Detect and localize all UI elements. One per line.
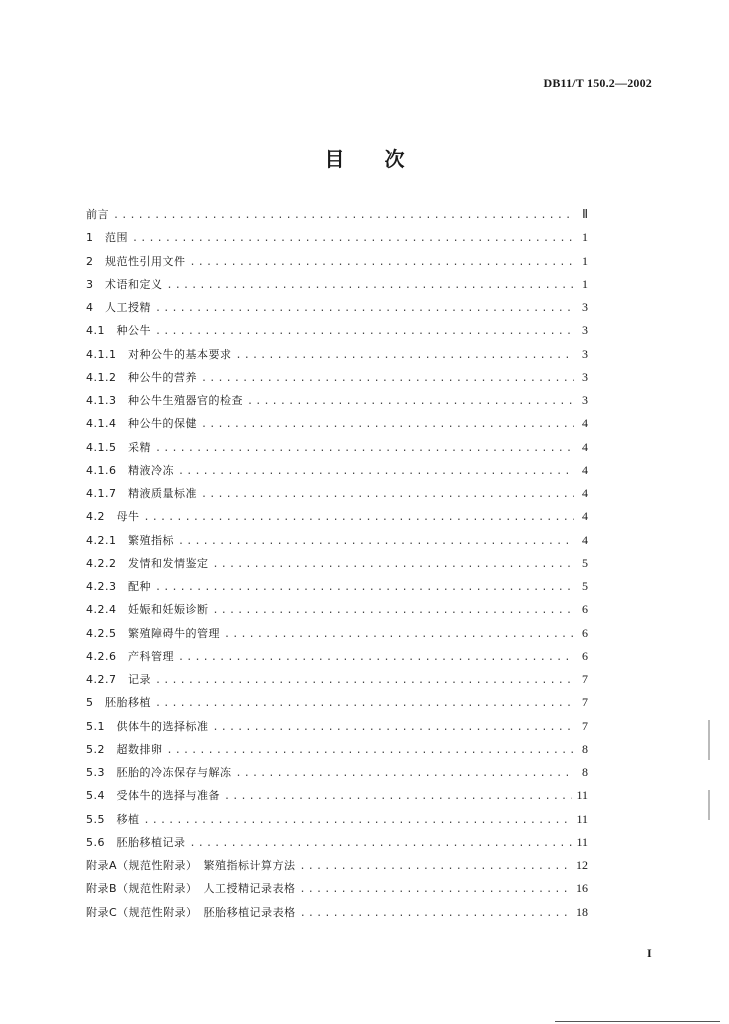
toc-leader-dots xyxy=(224,623,574,646)
toc-leader-dots xyxy=(178,646,574,669)
toc-leader-dots xyxy=(190,832,573,855)
toc-entry[interactable] xyxy=(86,691,588,714)
toc-entry-page: 4 xyxy=(582,462,588,477)
standard-code: DB11/T 150.2—2002 xyxy=(543,76,652,90)
toc-entry-label: 5 胚胎移植 xyxy=(86,696,151,710)
toc-entry-page: 3 xyxy=(582,393,588,407)
toc-entry-label: 4.2.7 记录 xyxy=(86,673,151,686)
toc-entry-label: 4.2.2 发情和发情鉴定 xyxy=(86,556,209,570)
toc-entry-page: 3 xyxy=(582,369,588,384)
toc-leader-dots xyxy=(167,274,575,297)
toc-entry[interactable] xyxy=(86,808,588,831)
toc-entry[interactable] xyxy=(86,366,588,389)
toc-leader-dots xyxy=(236,344,575,367)
toc-entry[interactable] xyxy=(86,645,588,668)
toc-entry-page: 6 xyxy=(582,648,588,663)
toc-entry-label: 附录A（规范性附录） 繁殖指标计算方法 xyxy=(86,859,296,872)
toc-entry-page: 6 xyxy=(582,602,588,617)
toc-leader-dots xyxy=(201,413,574,436)
toc-leader-dots xyxy=(247,390,574,413)
toc-entry-page: 4 xyxy=(582,532,588,547)
toc-entry[interactable] xyxy=(86,343,588,366)
toc-entry-page: 5 xyxy=(582,555,588,570)
toc-leader-dots xyxy=(213,716,575,739)
toc-entry-label: 5.4 受体牛的选择与准备 xyxy=(86,789,220,803)
toc-leader-dots xyxy=(201,367,574,390)
toc-entry[interactable] xyxy=(86,250,588,273)
toc-entry[interactable] xyxy=(86,854,588,877)
toc-leader-dots xyxy=(201,483,574,506)
toc-entry[interactable] xyxy=(86,877,588,900)
toc-entry-label: 4.2.5 繁殖障碍牛的管理 xyxy=(86,626,220,640)
page-number: I xyxy=(647,946,652,960)
toc-entry-page: 1 xyxy=(582,253,588,268)
toc-leader-dots xyxy=(300,855,572,878)
toc-entry[interactable] xyxy=(86,529,588,552)
bottom-divider xyxy=(555,1021,720,1022)
toc-entry-label: 4.2 母牛 xyxy=(86,510,140,524)
toc-leader-dots xyxy=(155,692,574,715)
toc-entry[interactable] xyxy=(86,319,588,342)
toc-entry-label: 4.1.7 精液质量标准 xyxy=(86,487,197,500)
toc-entry[interactable] xyxy=(86,226,588,249)
toc-entry[interactable] xyxy=(86,738,588,761)
toc-entry[interactable] xyxy=(86,598,588,621)
toc-entry-label: 4.2.6 产科管理 xyxy=(86,649,174,663)
toc-entry-page: 4 xyxy=(582,509,588,524)
toc-entry-page: 7 xyxy=(582,718,588,733)
toc-leader-dots xyxy=(213,553,575,576)
toc-entry-page: 8 xyxy=(582,741,588,756)
scan-edge-mark xyxy=(708,720,710,760)
toc-leader-dots xyxy=(300,902,572,925)
toc-entry-label: 4.1.2 种公牛的营养 xyxy=(86,370,197,384)
toc-entry-page: 7 xyxy=(582,672,588,686)
toc-entry-page: 16 xyxy=(576,881,588,896)
toc-leader-dots xyxy=(190,251,575,274)
toc-entry[interactable] xyxy=(86,831,588,854)
toc-entry-label: 5.6 胚胎移植记录 xyxy=(86,835,186,849)
toc-entry-label: 3 术语和定义 xyxy=(86,277,163,291)
page-title: 目次 xyxy=(324,147,445,171)
toc-entry[interactable] xyxy=(86,668,588,691)
toc-entry-label: 5.2 超数排卵 xyxy=(86,742,163,756)
toc-entry-page: 18 xyxy=(576,904,588,919)
toc-entry[interactable] xyxy=(86,436,588,459)
toc-entry-label: 附录B（规范性附录） 人工授精记录表格 xyxy=(86,882,296,896)
toc-entry-label: 5.5 移植 xyxy=(86,812,140,826)
toc-entry[interactable] xyxy=(86,203,588,226)
toc-entry[interactable] xyxy=(86,389,588,412)
toc-leader-dots xyxy=(155,437,574,460)
toc-entry[interactable] xyxy=(86,784,588,807)
table-of-contents xyxy=(86,203,588,924)
toc-leader-dots xyxy=(155,297,574,320)
toc-entry-page: 4 xyxy=(582,439,588,454)
toc-leader-dots xyxy=(132,227,574,250)
toc-entry[interactable] xyxy=(86,622,588,645)
toc-leader-dots xyxy=(236,762,575,785)
toc-leader-dots xyxy=(155,669,574,692)
toc-entry-page: 3 xyxy=(582,323,588,338)
toc-entry-label: 4 人工授精 xyxy=(86,301,151,314)
toc-entry-label: 4.2.1 繁殖指标 xyxy=(86,533,174,547)
toc-entry-label: 5.1 供体牛的选择标准 xyxy=(86,719,209,733)
toc-entry-label: 附录C（规范性附录） 胚胎移植记录表格 xyxy=(86,905,296,919)
toc-entry-page: 11 xyxy=(576,811,588,826)
toc-entry-label: 1 范围 xyxy=(86,231,128,245)
toc-entry-label: 4.1 种公牛 xyxy=(86,324,151,338)
toc-entry-label: 前言 xyxy=(86,208,109,221)
toc-entry-label: 5.3 胚胎的冷冻保存与解冻 xyxy=(86,766,232,779)
toc-leader-dots xyxy=(144,506,575,529)
toc-entry[interactable] xyxy=(86,296,588,319)
toc-entry-label: 4.1.6 精液冷冻 xyxy=(86,463,174,477)
toc-leader-dots xyxy=(155,576,574,599)
toc-leader-dots xyxy=(224,785,572,808)
toc-entry[interactable] xyxy=(86,901,588,924)
toc-entry[interactable] xyxy=(86,459,588,482)
toc-leader-dots xyxy=(178,460,574,483)
toc-leader-dots xyxy=(155,320,574,343)
toc-leader-dots xyxy=(144,809,573,832)
toc-entry-page: 12 xyxy=(576,858,588,872)
toc-entry-page: 8 xyxy=(582,765,588,779)
toc-entry-page: 1 xyxy=(582,276,588,291)
toc-leader-dots xyxy=(113,204,574,227)
toc-entry-label: 4.1.4 种公牛的保健 xyxy=(86,417,197,431)
scan-edge-mark xyxy=(708,790,710,820)
toc-entry-page: 1 xyxy=(582,230,588,245)
toc-entry-page: 3 xyxy=(582,300,588,314)
toc-leader-dots xyxy=(300,878,572,901)
toc-entry-label: 2 规范性引用文件 xyxy=(86,254,186,268)
toc-entry-page: 3 xyxy=(582,346,588,361)
toc-entry-page: 6 xyxy=(582,625,588,640)
toc-entry-label: 4.1.5 采精 xyxy=(86,440,151,454)
toc-entry[interactable] xyxy=(86,575,588,598)
toc-entry-page: 7 xyxy=(582,695,588,710)
toc-entry[interactable] xyxy=(86,761,588,784)
toc-entry-page: 5 xyxy=(582,579,588,593)
toc-entry[interactable] xyxy=(86,552,588,575)
toc-entry-page: 11 xyxy=(576,788,588,803)
toc-entry-label: 4.2.4 妊娠和妊娠诊断 xyxy=(86,603,209,617)
toc-entry[interactable] xyxy=(86,505,588,528)
toc-entry[interactable] xyxy=(86,412,588,435)
toc-leader-dots xyxy=(167,739,575,762)
toc-entry[interactable] xyxy=(86,273,588,296)
toc-entry-page: Ⅱ xyxy=(582,207,588,221)
toc-entry-page: 11 xyxy=(576,834,588,849)
toc-entry[interactable] xyxy=(86,482,588,505)
toc-entry[interactable] xyxy=(86,715,588,738)
toc-leader-dots xyxy=(178,530,574,553)
toc-entry-label: 4.2.3 配种 xyxy=(86,580,151,593)
toc-leader-dots xyxy=(213,599,575,622)
toc-entry-label: 4.1.1 对种公牛的基本要求 xyxy=(86,347,232,361)
toc-entry-page: 4 xyxy=(582,486,588,500)
toc-entry-page: 4 xyxy=(582,416,588,431)
toc-entry-label: 4.1.3 种公牛生殖器官的检查 xyxy=(86,394,243,407)
